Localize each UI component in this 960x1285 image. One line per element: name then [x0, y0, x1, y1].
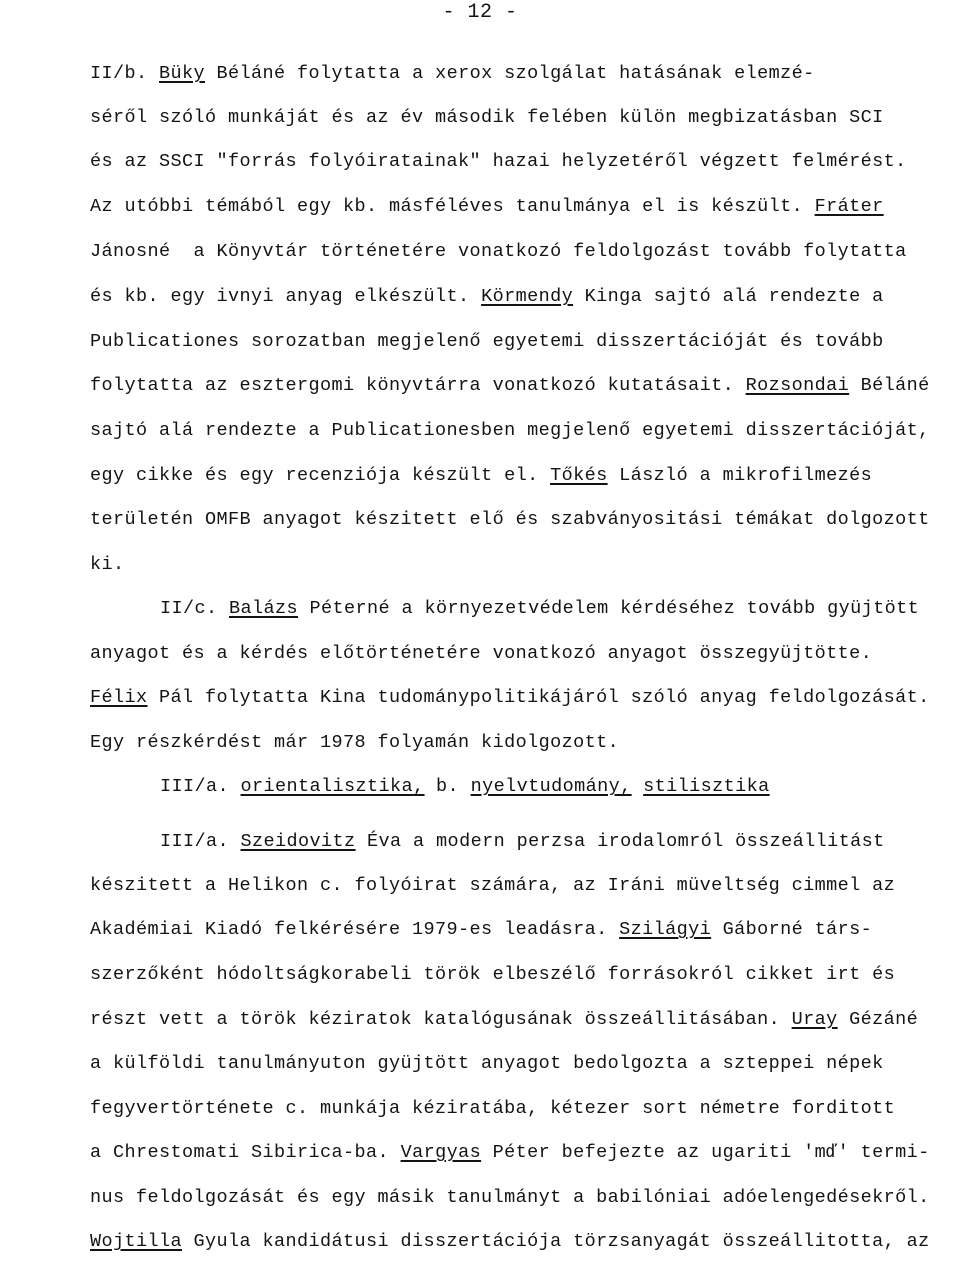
text-segment: László a mikrofilmezés [607, 465, 873, 486]
text-line [90, 1008, 950, 1032]
text-segment: és kb. egy ivnyi anyag elkészült. [90, 286, 482, 307]
text-segment: a Chrestomati Sibirica-ba. [90, 1142, 401, 1163]
text-segment: Gáborné társ- [711, 919, 873, 940]
text-segment: Gézáné [837, 1009, 919, 1030]
text-segment: Az utóbbi témából egy kb. másféléves tanulmánya el is készült. [90, 196, 815, 217]
text-line [90, 1097, 950, 1121]
text-segment: részt vett a török kéziratok katalógusának összeállitásában. [90, 1009, 792, 1030]
text-segment: Gyula kandidátusi disszertációja törzsanyagát összeállitotta, az [182, 1231, 930, 1252]
text-segment: séről szóló munkáját és az év második felében külön megbizatásban SCI [90, 107, 884, 128]
text-line [90, 195, 950, 219]
text-line [90, 553, 950, 577]
underlined-name: Szeidovitz [240, 831, 356, 852]
text-segment: szerzőként hódoltságkorabeli török elbeszélő forrásokról cikket irt és [90, 964, 896, 985]
text-segment: nus feldolgozását és egy másik tanulmányt a babilóniai adóelengedésekről. [90, 1187, 930, 1208]
underlined-name: Vargyas [400, 1142, 482, 1163]
text-segment: a külföldi tanulmányuton gyüjtött anyagot bedolgozta a szteppei népek [90, 1053, 884, 1074]
text-segment: folytatta az esztergomi könyvtárra vonatkozó kutatásait. [90, 375, 746, 396]
underlined-name: nyelvtudomány, [470, 776, 632, 797]
text-line [90, 419, 950, 443]
text-segment: III/a. [160, 776, 241, 797]
underlined-name: Félix [90, 687, 148, 708]
text-segment: fegyvertörténete c. munkája kéziratába, kétezer sort németre forditott [90, 1098, 896, 1119]
text-segment: ki. [90, 554, 125, 575]
text-line [90, 731, 950, 755]
text-segment [632, 776, 644, 797]
text-line [160, 597, 950, 621]
text-segment: Éva a modern perzsa irodalomról összeállitást [355, 831, 885, 852]
text-line [90, 874, 950, 898]
underlined-name: Uray [791, 1009, 838, 1030]
text-segment: készitett a Helikon c. folyóirat számára, az Iráni müveltség cimmel az [90, 875, 896, 896]
text-line [90, 963, 950, 987]
text-line [90, 1141, 950, 1165]
text-line [90, 464, 950, 488]
text-segment: II/b. [90, 63, 160, 84]
text-segment: Péterné a környezetvédelem kérdéséhez tovább gyüjtött [298, 598, 920, 619]
text-segment: és az SSCI "forrás folyóiratainak" hazai helyzetéről végzett felmérést. [90, 151, 907, 172]
text-segment: területén OMFB anyagot készitett elő és szabványositási témákat dolgozott [90, 509, 930, 530]
underlined-name: Körmendy [481, 286, 574, 307]
text-segment: Béláné [849, 375, 930, 396]
underlined-name: Wojtilla [90, 1231, 183, 1252]
text-segment: Akadémiai Kiadó felkérésére 1979-es leadásra. [90, 919, 620, 940]
text-line [90, 1052, 950, 1076]
text-line [90, 240, 950, 264]
underlined-name: stilisztika [643, 776, 770, 797]
text-line [90, 1230, 950, 1254]
underlined-name: Büky [159, 63, 206, 84]
text-line [90, 1186, 950, 1210]
text-segment: Péter befejezte az ugariti 'mď' termi- [481, 1142, 930, 1163]
text-line [160, 830, 950, 854]
text-segment: anyagot és a kérdés előtörténetére vonatkozó anyagot összegyüjtötte. [90, 643, 873, 664]
text-line [90, 106, 950, 130]
text-segment: Egy részkérdést már 1978 folyamán kidolgozott. [90, 732, 620, 753]
underlined-name: orientalisztika, [240, 776, 425, 797]
text-segment: b. [424, 776, 471, 797]
underlined-name: Fráter [814, 196, 884, 217]
text-line [90, 918, 950, 942]
text-line [90, 508, 950, 532]
text-line [90, 686, 950, 710]
underlined-name: Rozsondai [745, 375, 850, 396]
text-segment: Kinga sajtó alá rendezte a [573, 286, 884, 307]
text-line [90, 62, 950, 86]
text-segment: Béláné folytatta a xerox szolgálat hatásának elemzé- [205, 63, 815, 84]
text-segment: sajtó alá rendezte a Publicationesben megjelenő egyetemi disszertációját, [90, 420, 930, 441]
text-segment: Publicationes sorozatban megjelenő egyetemi disszertációját és tovább [90, 331, 884, 352]
text-line [90, 642, 950, 666]
text-segment: II/c. [160, 598, 230, 619]
text-segment: Pál folytatta Kina tudománypolitikájáról szóló anyag feldolgozását. [147, 687, 930, 708]
text-line [90, 150, 950, 174]
text-segment: III/a. [160, 831, 241, 852]
underlined-name: Tőkés [550, 465, 608, 486]
underlined-name: Balázs [229, 598, 299, 619]
page-number: - 12 - [442, 1, 518, 24]
text-line [90, 285, 950, 309]
text-line [90, 374, 950, 398]
text-segment: egy cikke és egy recenziója készült el. [90, 465, 551, 486]
text-line [90, 330, 950, 354]
underlined-name: Szilágyi [619, 919, 712, 940]
text-line [160, 775, 950, 799]
text-segment: Jánosné a Könyvtár történetére vonatkozó feldolgozást tovább folytatta [90, 241, 907, 262]
